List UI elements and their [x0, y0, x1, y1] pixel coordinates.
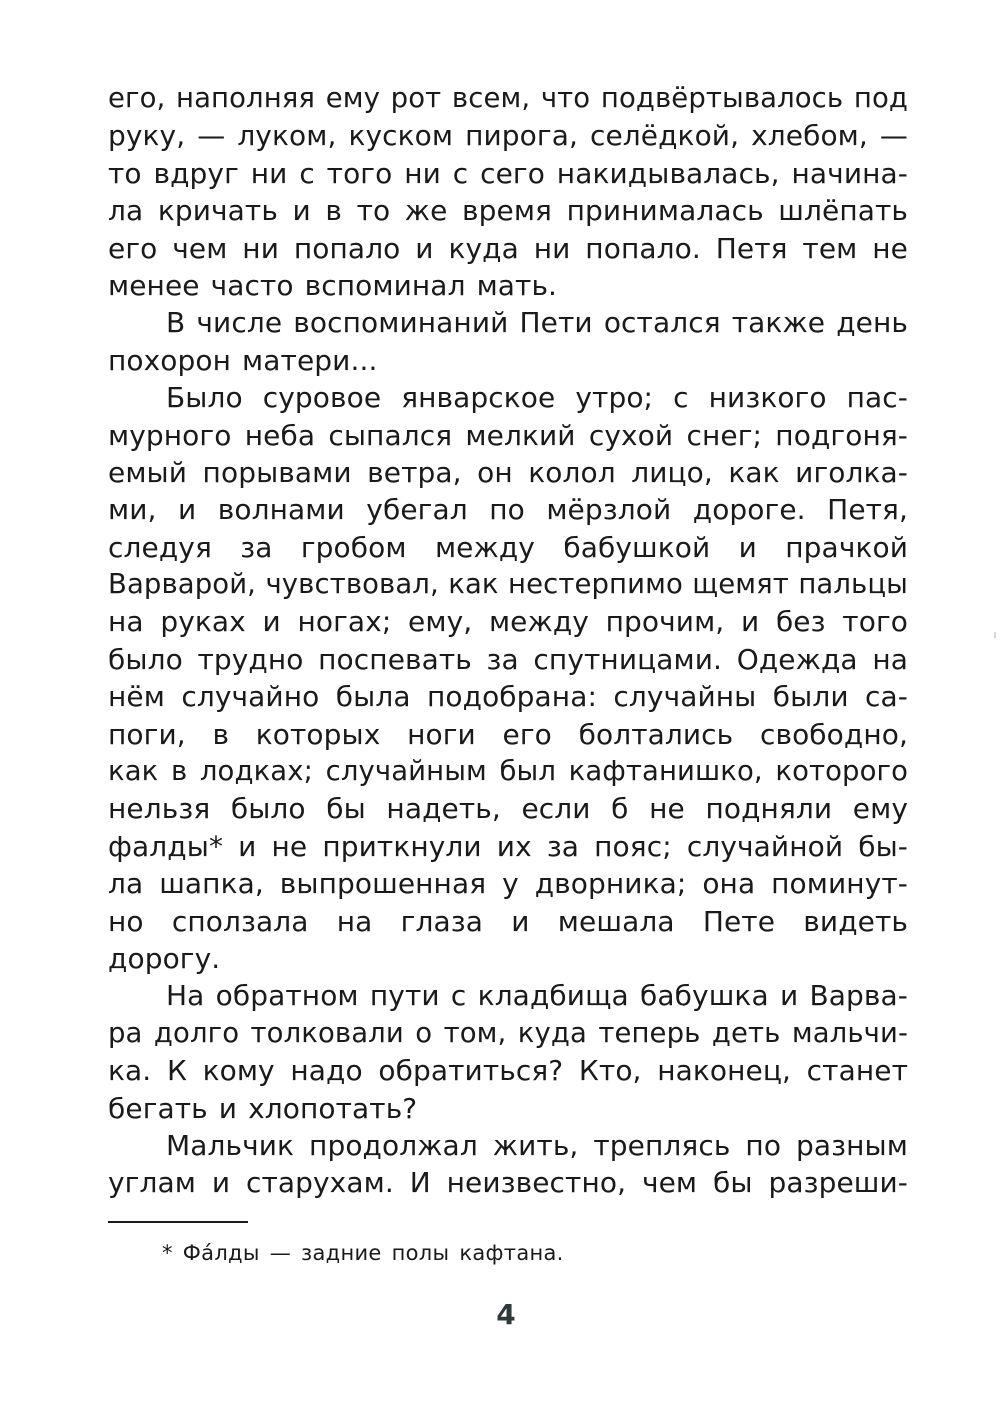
text-line: Было суровое январское утро; с низкого пас- — [166, 381, 908, 415]
text-line: но сползала на глаза и мешала Пете видеть — [108, 904, 908, 938]
text-line: похорон матери... — [108, 343, 378, 377]
text-line: ми, и волнами убегал по мёрзлой дороге. Петя, — [108, 493, 908, 527]
text-line: ла кричать и в то же время принималась шлёпать — [108, 194, 908, 228]
text-line: то вдруг ни с того ни с сего накидывалась, начина- — [108, 156, 908, 190]
text-line: было трудно поспевать за спутницами. Одежда на — [108, 642, 908, 676]
scan-edge-mark — [994, 632, 996, 638]
text-line: В числе воспоминаний Пети остался также день — [166, 306, 908, 340]
text-line: поги, в которых ноги его болтались свободно, — [108, 717, 908, 751]
text-line: мурного неба сыпался мелкий сухой снег; подгоня- — [108, 418, 908, 452]
text-line: емый порывами ветра, он колол лицо, как иголка- — [108, 455, 908, 489]
text-line: нём случайно была подобрана: случайны были са- — [108, 680, 908, 714]
text-line: Варварой, чувствовал, как нестерпимо щемят пальцы — [108, 568, 908, 601]
text-line: дорогу. — [108, 941, 221, 975]
text-line: ла шапка, выпрошенная у дворника; она поминут- — [108, 867, 908, 901]
text-line: следуя за гробом между бабушкой и прачкой — [108, 530, 908, 564]
text-line: нельзя было бы надеть, если б не подняли ему — [108, 792, 908, 826]
text-line: фалды* и не приткнули их за пояс; случайной бы- — [108, 829, 908, 863]
text-line: углам и старухам. И неизвестно, чем бы разреши- — [108, 1166, 908, 1200]
text-line: бегать и хлопотать? — [108, 1091, 418, 1125]
text-line: его, наполняя ему рот всем, что подвёртывалось под — [108, 82, 908, 114]
footnote-divider — [108, 1221, 248, 1223]
footnote: * Фа́лды — задние полы кафтана. — [162, 1241, 564, 1265]
text-line: ра долго толковали о том, куда теперь деть мальчи- — [108, 1016, 908, 1049]
page-number: 4 — [496, 1298, 516, 1331]
text-line: На обратном пути с кладбища бабушка и Варва- — [166, 979, 908, 1013]
text-line: ка. К кому надо обратиться? Кто, наконец, станет — [108, 1054, 908, 1088]
text-line: на руках и ногах; ему, между прочим, и без того — [108, 605, 908, 639]
text-line: руку, — луком, куском пирога, селёдкой, хлебом, — — [108, 119, 908, 153]
text-line: менее часто вспоминал мать. — [108, 268, 558, 302]
text-line: как в лодках; случайным был кафтанишко, которого — [108, 755, 908, 788]
page-body — [108, 80, 908, 1202]
text-line: его чем ни попало и куда ни попало. Петя тем не — [108, 231, 908, 265]
text-line: Мальчик продолжал жить, треплясь по разным — [166, 1128, 908, 1162]
